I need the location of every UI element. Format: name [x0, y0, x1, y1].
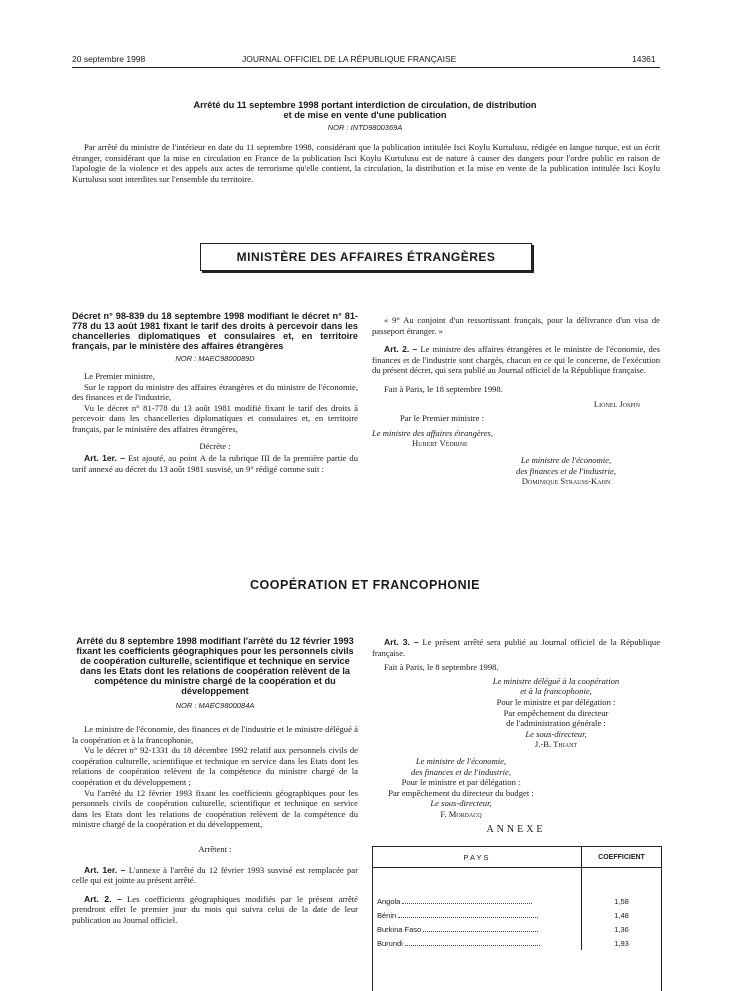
- arrete2-art2: Les coefficients géographiques modifiés par le présent arrêté prendront effet le premier jour du mois qui suivra celui de la date de leur publication au Journal officiel.: [72, 893, 358, 925]
- annexe-coef: 1,93: [614, 938, 629, 948]
- annexe-table: [373, 847, 661, 950]
- decret-p1: Le Premier ministre,: [84, 371, 155, 381]
- arrete2-art1: L'annexe à l'arrêté du 12 février 1993 susvisé est remplacée par celle qui est jointe au présent arrêté.: [72, 864, 358, 886]
- decret-left-column: [72, 311, 358, 474]
- arrete1-body: Par arrêté du ministre de l'intérieur en date du 11 septembre 1998, considérant que la publication intitulée Isci Koylu Kurtulusu, rédigée en langue turque, est un écrit étranger, considérant que la mise en circulation en France de la publication Isci Koylu Kurtulusu est de nature à causer des dangers pour l'ordre public en raison de l'apologie de la violence et des appels aux actes de terrorisme qu'elle contient, la circulation, la distribution et la mise en vente de la publication intitulée Isci Koylu Kurtulusu sont interdites sur l'ensemble du territoire.: [72, 142, 660, 184]
- arrete2-arretent: Arrêtent :: [198, 843, 232, 854]
- annexe-col-pays: PAYS: [373, 847, 582, 868]
- arrete2-eco-role1: Le ministre de l'économie,: [415, 755, 507, 766]
- arrete2-art1-label: Art. 1er. –: [84, 864, 126, 875]
- decret-nor: NOR : MAEC9800089D: [175, 354, 255, 363]
- arrete2-title: Arrêté du 8 septembre 1998 modifiant l'arrêté du 12 février 1993 fixant les coefficients géographiques pour les personnels civils de coopération culturelle, scientifique et technique en service dans les Etats dont les relations de coopération relèvent de la compétence du ministre chargé de la coopération et du développement: [76, 636, 354, 696]
- arrete2-fait: Fait à Paris, le 8 septembre 1998.: [384, 662, 499, 673]
- decret-title: Décret n° 98-839 du 18 septembre 1998 modifiant le décret n° 81-778 du 13 août 1981 fixant le tarif des droits à percevoir dans les chancelleries diplomatiques et consulaires et, en territoire français, par le ministère des affaires étrangères: [72, 311, 358, 351]
- ministry-title: MINISTÈRE DES AFFAIRES ÉTRANGÈRES: [236, 250, 496, 264]
- arrete1-title-line1: Arrêté du 11 septembre 1998 portant interdiction de circulation, de distribution: [193, 100, 537, 110]
- table-row: [373, 894, 661, 908]
- arrete2-sous-dir2-name: F. Mordacq: [440, 808, 482, 819]
- arrete2-delegation: Pour le ministre et par délégation :: [496, 696, 616, 707]
- annexe-title: ANNEXE: [486, 824, 546, 835]
- arrete2-p3: Vu l'arrêté du 12 février 1993 fixant les coefficients géographiques pour les personnels civils de coopération culturelle, scientifique et technique en service dans les Etats dont les relations de coopération relèvent de la compétence du ministre chargé de la coopération et du développement,: [72, 787, 358, 830]
- decret-art1: Est ajouté, au point A de la rubrique III de la première partie du tarif annexé au décret du 13 août 1981 susvisé, un 9° rédigé comme suit :: [72, 453, 359, 474]
- annexe-pays: Bénin: [377, 910, 397, 920]
- annexe-coef: 1,48: [614, 910, 629, 920]
- arrete2-empechement3: Par empêchement du directeur du budget :: [388, 787, 534, 798]
- table-row: [373, 936, 661, 950]
- annexe-coef: 1,36: [614, 924, 629, 934]
- annexe-col-coef: COEFFICIENT: [598, 853, 645, 861]
- ministry-box: [200, 243, 532, 271]
- header-journal: JOURNAL OFFICIEL DE LA RÉPUBLIQUE FRANÇAISE: [242, 54, 457, 64]
- decret-par-pm: Par le Premier ministre :: [400, 413, 485, 424]
- arrete2-coop-role1: Le ministre délégué à la coopération: [492, 675, 620, 686]
- arrete2-art3: Le présent arrêté sera publié au Journal officiel de la République française.: [372, 637, 661, 658]
- annexe-pays: Angola: [377, 896, 401, 906]
- decret-right-column: [372, 315, 660, 487]
- table-row: [373, 908, 661, 922]
- arrete2-right-column: [372, 637, 660, 820]
- decret-p3: Vu le décret n° 81-778 du 13 août 1981 modifié fixant le tarif des droits à percevoir dans les chancelleries diplomatiques et consulaires et, en territoire français, par le ministère des affaires étrangères,: [72, 402, 358, 434]
- arrete2-art3-label: Art. 3. –: [384, 637, 419, 647]
- annexe-pays: Burundi: [377, 938, 403, 948]
- decret-pm-name: Lionel Jospin: [593, 398, 640, 409]
- annexe-coef: 1,58: [614, 896, 629, 906]
- decret-art1-label: Art. 1er. –: [84, 453, 125, 464]
- decret-quote: « 9° Au conjoint d'un ressortissant français, pour la délivrance d'un visa de passeport étranger. »: [372, 315, 660, 336]
- arrete2-sous-dir-name: J.-B. Thiant: [534, 739, 578, 750]
- decret-fait: Fait à Paris, le 18 septembre 1998.: [384, 383, 503, 394]
- arrete2-empechement2: de l'administration générale :: [506, 718, 606, 729]
- arrete2-nor: NOR : MAEC9800084A: [175, 701, 255, 710]
- section-cooperation: COOPÉRATION ET FRANCOPHONIE: [250, 578, 480, 592]
- annexe-pays: Burkina Faso: [377, 924, 422, 934]
- arrete2-art2-label: Art. 2. –: [84, 893, 122, 904]
- arrete1-nor: NOR : INTD9800369A: [327, 123, 403, 132]
- arrete2-empechement1: Par empêchement du directeur: [503, 707, 609, 718]
- decret-eco-role1: Le ministre de l'économie,: [520, 454, 612, 465]
- arrete2-left-column: [72, 636, 358, 926]
- arrete2-p1: Le ministre de l'économie, des finances et de l'industrie et le ministre délégué à la coopération et à la francophonie,: [72, 724, 358, 745]
- header-rule: [72, 67, 660, 68]
- annexe-table-frame: [372, 846, 662, 991]
- arrete2-p2: Vu le décret n° 92-1331 du 18 décembre 1992 relatif aux personnels civils de coopération culturelle, scientifique et technique en service dans les Etats dont les relations de coopération relèvent de la compétence du ministre chargé de la coopération et du développement ;: [72, 745, 358, 787]
- arrete2-sous-dir: Le sous-directeur,: [525, 728, 587, 739]
- decret-mae-name: Hubert Védrine: [412, 438, 468, 449]
- decret-art2-label: Art. 2. –: [384, 344, 418, 355]
- decret-p2: Sur le rapport du ministre des affaires étrangères et du ministre de l'économie, des finances et de l'industrie,: [72, 381, 358, 403]
- decret-eco-name: Dominique Strauss-Kahn: [521, 476, 611, 487]
- arrete2-coop-role2: et à la francophonie,: [520, 686, 592, 697]
- arrete1-title: [100, 100, 630, 120]
- arrete2-delegation2: Pour le ministre et par délégation :: [401, 777, 521, 788]
- header-page: 14361: [632, 54, 656, 64]
- decret-decrete: Décrète :: [199, 440, 231, 451]
- arrete2-sous-dir2: Le sous-directeur,: [430, 798, 492, 809]
- header-date: 20 septembre 1998: [72, 54, 146, 64]
- decret-mae-role: Le ministre des affaires étrangères,: [372, 427, 494, 438]
- arrete2-eco-role2: des finances et de l'industrie,: [411, 766, 511, 777]
- table-row: [373, 922, 661, 936]
- decret-art2: Le ministre des affaires étrangères et le ministre de l'économie, des finances et de l'industrie sont chargés, chacun en ce qui le concerne, de l'exécution du présent décret, qui sera publié au Journal officiel de la République française.: [372, 344, 660, 376]
- decret-eco-role2: des finances et de l'industrie,: [516, 465, 616, 476]
- arrete1-title-line2: et de mise en vente d'une publication: [283, 110, 447, 120]
